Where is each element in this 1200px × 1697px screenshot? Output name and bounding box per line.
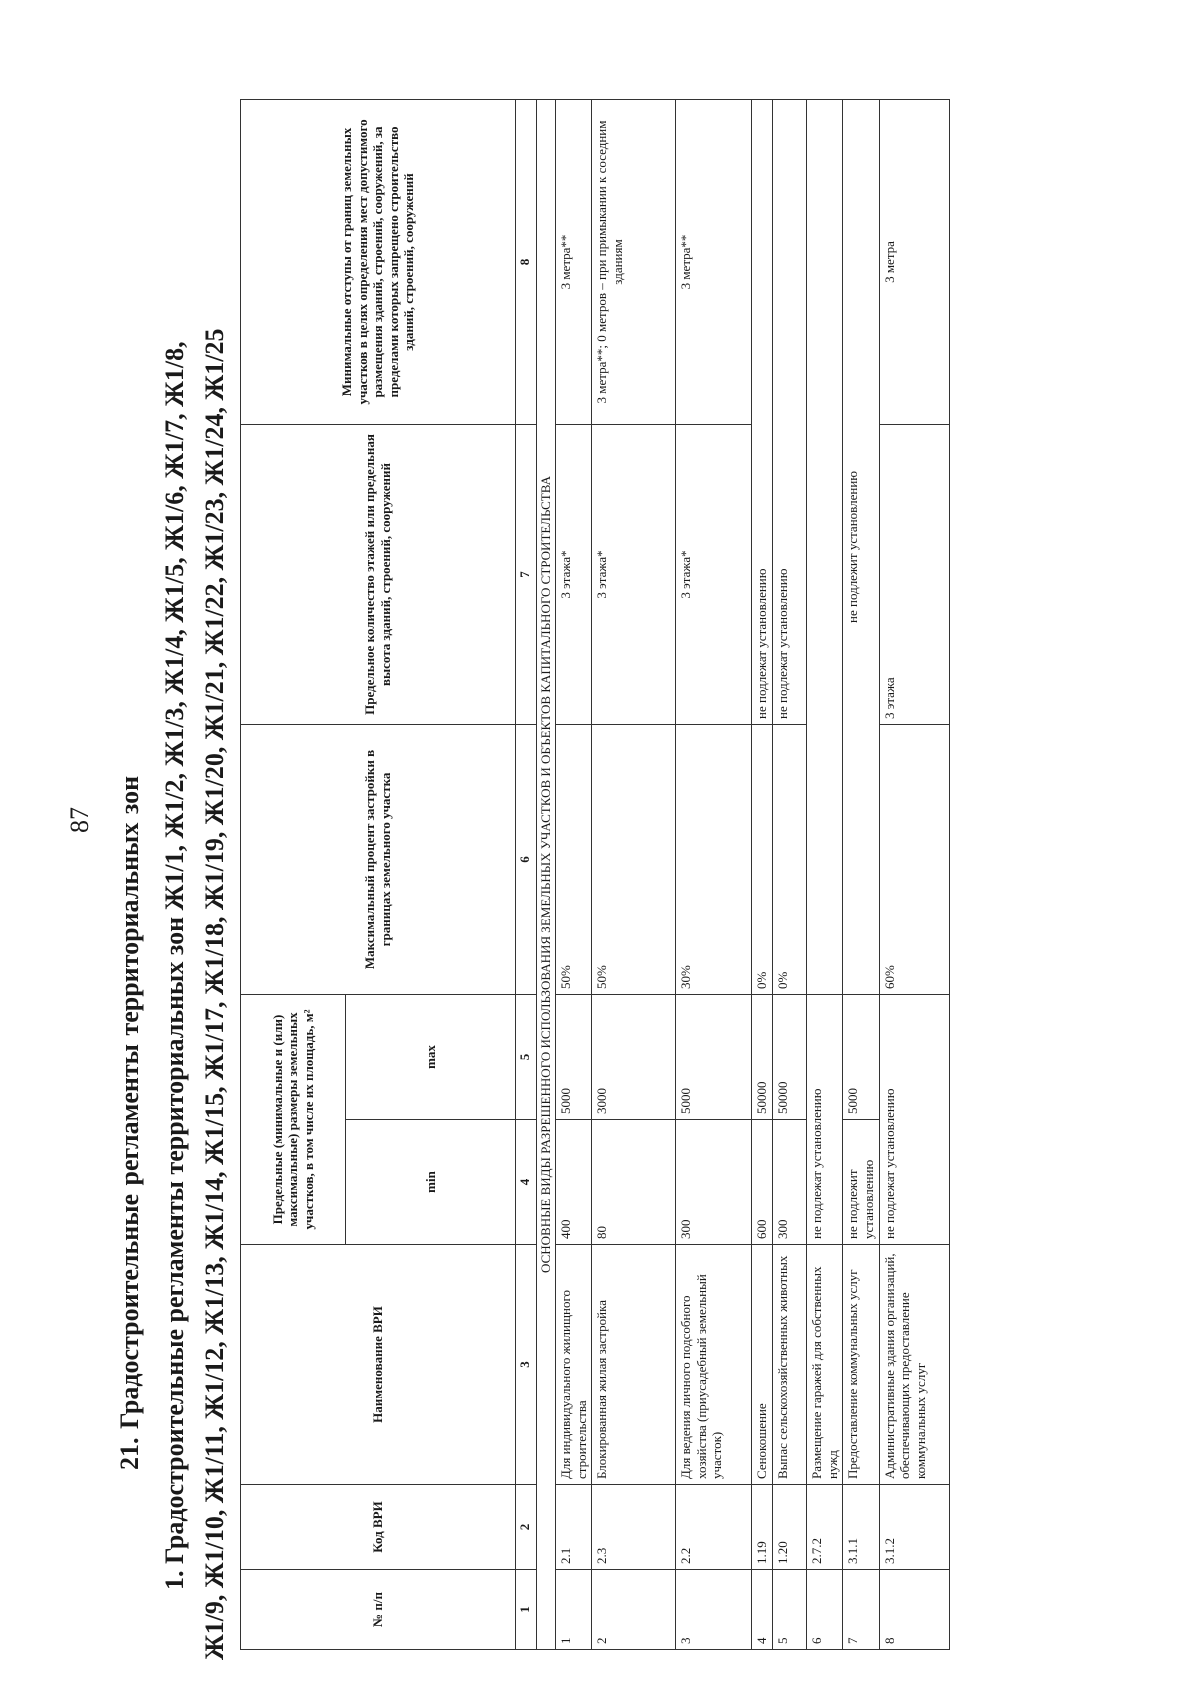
- section-row: [537, 99, 556, 1649]
- row-name: Для индивидуального жилищного строительства: [556, 1245, 592, 1485]
- column-number: 4: [516, 1120, 537, 1245]
- row-code: 3.1.2: [879, 1485, 949, 1570]
- regulations-table: [240, 99, 950, 1650]
- row-name: Блокированная жилая застройка: [592, 1245, 676, 1485]
- row-name: Сенокошение: [752, 1245, 773, 1485]
- subtitle-line-1: 1. Градостроительные регламенты территориальных зон Ж1/1, Ж1/2, Ж1/3, Ж1/4, Ж1/5, Ж1/6, Ж1/7, Ж1/8,: [160, 341, 189, 1590]
- row-num: 3: [676, 1570, 752, 1650]
- row-code: 1.20: [773, 1485, 807, 1570]
- row-percent: 0%: [752, 724, 773, 994]
- row-floors: 3 этажа*: [676, 424, 752, 724]
- column-number: 1: [516, 1570, 537, 1650]
- header-max: max: [346, 994, 516, 1119]
- row-setback: 3 метра: [879, 99, 949, 424]
- row-code: 1.19: [752, 1485, 773, 1570]
- column-number: 8: [516, 99, 537, 424]
- table-row: [773, 99, 807, 1649]
- row-floors: 3 этажа*: [556, 424, 592, 724]
- table-row: [592, 99, 676, 1649]
- row-floors: 3 этажа: [879, 424, 949, 724]
- section-heading: ОСНОВНЫЕ ВИДЫ РАЗРЕШЕННОГО ИСПОЛЬЗОВАНИЯ ЗЕМЕЛЬНЫХ УЧАСТКОВ И ОБЪЕКТОВ КАПИТАЛЬНОГО СТРОИТЕЛЬСТВА: [537, 99, 556, 1649]
- row-code: 3.1.1: [843, 1485, 879, 1570]
- row-code: 2.3: [592, 1485, 676, 1570]
- row-num: 4: [752, 1570, 773, 1650]
- row-max: 50000: [773, 994, 807, 1119]
- subtitle-line-2: Ж1/9, Ж1/10, Ж1/11, Ж1/12, Ж1/13, Ж1/14, Ж1/15, Ж1/17, Ж1/18, Ж1/19, Ж1/20, Ж1/21, Ж1/22, Ж1/23, Ж1/24, Ж1/25: [200, 328, 229, 1660]
- row-merged-tail: не подлежит установлению: [843, 99, 879, 994]
- row-name: Размещение гаражей для собственных нужд: [807, 1245, 843, 1485]
- row-percent: 30%: [676, 724, 752, 994]
- header-size: Предельные (минимальные и (или) максимальные) размеры земельных участков, в том числе их площадь, м²: [241, 994, 346, 1244]
- row-percent: 50%: [556, 724, 592, 994]
- row-max: 3000: [592, 994, 676, 1119]
- row-num: 8: [879, 1570, 949, 1650]
- header-percent: Максимальный процент застройки в границах земельного участка: [241, 724, 516, 994]
- row-percent: 50%: [592, 724, 676, 994]
- row-min: 300: [773, 1120, 807, 1245]
- row-setback: 3 метра**: [556, 99, 592, 424]
- table-row: [879, 99, 949, 1649]
- row-setback: 3 метра**: [676, 99, 752, 424]
- header-min: min: [346, 1120, 516, 1245]
- row-name: Предоставление коммунальных услуг: [843, 1245, 879, 1485]
- regulations-table-wrapper: [240, 100, 970, 1650]
- row-name: Административные здания организаций, обеспечивающих предоставление коммунальных услуг: [879, 1245, 949, 1485]
- row-name: Для ведения личного подсобного хозяйства (приусадебный земельный участок): [676, 1245, 752, 1485]
- column-number: 7: [516, 424, 537, 724]
- row-merged-size: не подлежат установлению: [879, 994, 949, 1244]
- column-number-row: [516, 99, 537, 1649]
- row-max: 5000: [676, 994, 752, 1119]
- page-number: 87: [65, 807, 94, 833]
- row-merged-size: не подлежат установлению: [807, 994, 843, 1244]
- table-row: [752, 99, 773, 1649]
- row-max: 5000: [556, 994, 592, 1119]
- column-number: 6: [516, 724, 537, 994]
- row-setback: 3 метра**; 0 метров – при примыкании к соседним зданиям: [592, 99, 676, 424]
- row-num: 1: [556, 1570, 592, 1650]
- column-number: 3: [516, 1245, 537, 1485]
- table-row: [807, 99, 843, 1649]
- header-name: Наименование ВРИ: [241, 1245, 516, 1485]
- row-empty: [807, 99, 843, 994]
- row-num: 6: [807, 1570, 843, 1650]
- row-code: 2.1: [556, 1485, 592, 1570]
- header-setback: Минимальные отступы от границ земельных участков в целях определения мест допустимого размещения зданий, строений, сооружений, за пределами которых запрещено строительство зданий, строений, сооружений: [241, 99, 516, 424]
- column-number: 2: [516, 1485, 537, 1570]
- row-min: 400: [556, 1120, 592, 1245]
- row-min: не подлежит установлению: [843, 1120, 879, 1245]
- row-min: 300: [676, 1120, 752, 1245]
- row-max: 5000: [843, 994, 879, 1119]
- header-code: Код ВРИ: [241, 1485, 516, 1570]
- row-num: 2: [592, 1570, 676, 1650]
- section-title: 21. Градостроительные регламенты территориальных зон: [115, 775, 144, 1470]
- row-min: 80: [592, 1120, 676, 1245]
- header-num: № п/п: [241, 1570, 516, 1650]
- row-max: 50000: [752, 994, 773, 1119]
- table-row: [843, 99, 879, 1649]
- row-num: 5: [773, 1570, 807, 1650]
- row-percent: 0%: [773, 724, 807, 994]
- row-percent: 60%: [879, 724, 949, 994]
- row-merged-value: не подлежат установлению: [752, 99, 773, 724]
- row-min: 600: [752, 1120, 773, 1245]
- row-merged-value: не подлежат установлению: [773, 99, 807, 724]
- table-row: [556, 99, 592, 1649]
- column-number: 5: [516, 994, 537, 1119]
- row-floors: 3 этажа*: [592, 424, 676, 724]
- row-code: 2.2: [676, 1485, 752, 1570]
- row-name: Выпас сельскохозяйственных животных: [773, 1245, 807, 1485]
- header-floors: Предельное количество этажей или предельная высота зданий, строений, сооружений: [241, 424, 516, 724]
- row-num: 7: [843, 1570, 879, 1650]
- table-row: [676, 99, 752, 1649]
- row-code: 2.7.2: [807, 1485, 843, 1570]
